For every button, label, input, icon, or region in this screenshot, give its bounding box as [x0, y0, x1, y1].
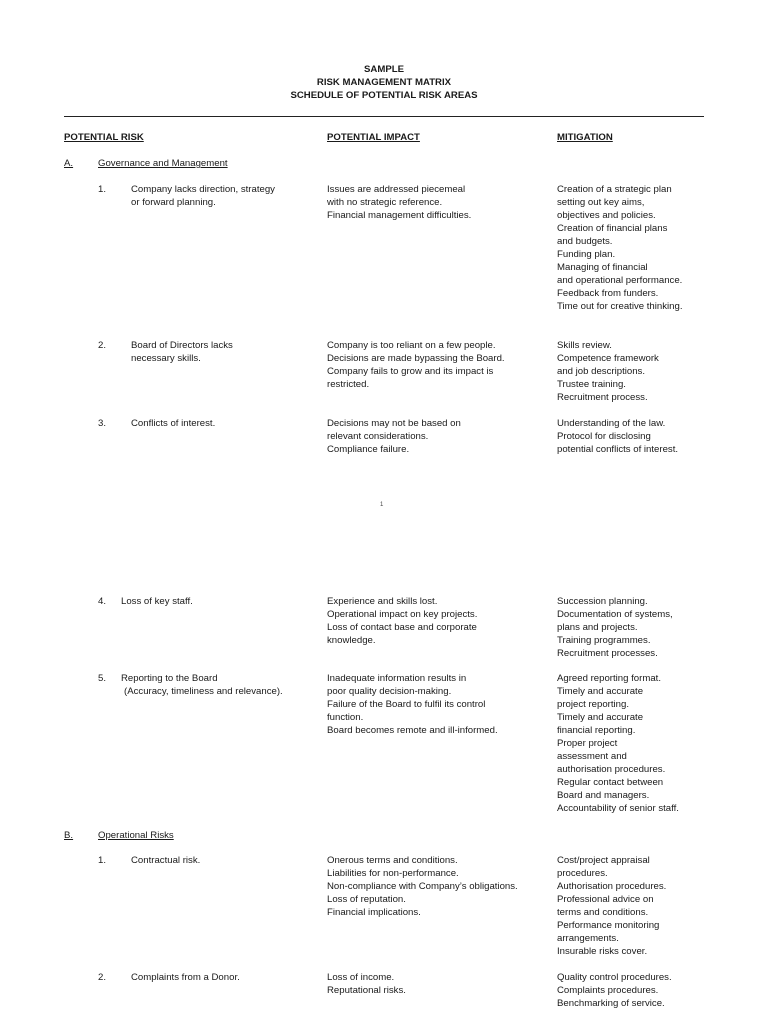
- impact-line: Inadequate information results in: [327, 673, 467, 684]
- doc-title-sample: SAMPLE: [364, 64, 404, 75]
- mitigation-line: Benchmarking of service.: [557, 998, 665, 1009]
- impact-line: Company is too reliant on a few people.: [327, 340, 496, 351]
- page-number: 1: [380, 502, 384, 508]
- risk-line: Complaints from a Donor.: [131, 972, 240, 983]
- column-header-impact: POTENTIAL IMPACT: [327, 132, 420, 143]
- section-title: Governance and Management: [98, 158, 228, 169]
- doc-title-schedule: SCHEDULE OF POTENTIAL RISK AREAS: [290, 90, 478, 101]
- header-divider: [64, 116, 704, 117]
- mitigation-line: authorisation procedures.: [557, 764, 666, 775]
- impact-cell: [327, 971, 406, 997]
- mitigation-line: financial reporting.: [557, 725, 636, 736]
- impact-line: Failure of the Board to fulfil its control: [327, 699, 486, 710]
- mitigation-line: procedures.: [557, 868, 608, 879]
- impact-line: Board becomes remote and ill-informed.: [327, 725, 498, 736]
- section-letter: A.: [64, 158, 74, 169]
- mitigation-line: project reporting.: [557, 699, 629, 710]
- risk-line: Conflicts of interest.: [131, 418, 216, 429]
- mitigation-line: Professional advice on: [557, 894, 654, 905]
- mitigation-line: Creation of a strategic plan: [557, 184, 672, 195]
- mitigation-line: Cost/project appraisal: [557, 855, 650, 866]
- mitigation-line: Performance monitoring: [557, 920, 660, 931]
- mitigation-line: plans and projects.: [557, 622, 638, 633]
- risk-cell: [131, 971, 240, 984]
- mitigation-line: Competence framework: [557, 353, 659, 364]
- mitigation-line: Skills review.: [557, 340, 612, 351]
- impact-line: Compliance failure.: [327, 444, 410, 455]
- impact-line: Onerous terms and conditions.: [327, 855, 458, 866]
- item-number: 5.: [98, 673, 107, 684]
- mitigation-line: objectives and policies.: [557, 210, 656, 221]
- mitigation-line: Recruitment processes.: [557, 648, 658, 659]
- mitigation-line: Agreed reporting format.: [557, 673, 661, 684]
- mitigation-cell: [557, 339, 659, 404]
- impact-line: Company fails to grow and its impact is: [327, 366, 494, 377]
- risk-cell: [131, 339, 233, 365]
- impact-line: Non-compliance with Company’s obligations.: [327, 881, 518, 892]
- risk-cell: [131, 854, 200, 867]
- impact-cell: [327, 183, 471, 222]
- mitigation-line: and budgets.: [557, 236, 613, 247]
- mitigation-cell: [557, 854, 666, 958]
- impact-line: Loss of contact base and corporate: [327, 622, 477, 633]
- doc-title-matrix: RISK MANAGEMENT MATRIX: [316, 77, 452, 88]
- mitigation-cell: [557, 672, 679, 815]
- impact-line: Operational impact on key projects.: [327, 609, 478, 620]
- impact-line: Loss of income.: [327, 972, 395, 983]
- mitigation-line: Succession planning.: [557, 596, 648, 607]
- risk-line: Board of Directors lacks: [131, 340, 233, 351]
- mitigation-line: Creation of financial plans: [557, 223, 668, 234]
- mitigation-cell: [557, 183, 682, 313]
- impact-line: Liabilities for non-performance.: [327, 868, 459, 879]
- mitigation-line: arrangements.: [557, 933, 619, 944]
- risk-cell: [121, 595, 193, 608]
- risk-line: Loss of key staff.: [121, 596, 193, 607]
- impact-line: function.: [327, 712, 364, 723]
- item-number: 3.: [98, 418, 107, 429]
- impact-line: Experience and skills lost.: [327, 596, 438, 607]
- mitigation-line: Trustee training.: [557, 379, 626, 390]
- mitigation-line: Protocol for disclosing: [557, 431, 651, 442]
- mitigation-line: Training programmes.: [557, 635, 651, 646]
- mitigation-line: Managing of financial: [557, 262, 648, 273]
- impact-line: knowledge.: [327, 635, 376, 646]
- mitigation-line: Feedback from funders.: [557, 288, 659, 299]
- mitigation-line: Regular contact between: [557, 777, 664, 788]
- impact-cell: [327, 339, 505, 391]
- risk-line: (Accuracy, timeliness and relevance).: [124, 686, 283, 697]
- impact-line: Reputational risks.: [327, 985, 406, 996]
- impact-line: with no strategic reference.: [327, 197, 443, 208]
- mitigation-line: Documentation of systems,: [557, 609, 673, 620]
- mitigation-line: and operational performance.: [557, 275, 683, 286]
- impact-cell: [327, 417, 461, 456]
- impact-line: Decisions are made bypassing the Board.: [327, 353, 505, 364]
- risk-line: Company lacks direction, strategy: [131, 184, 275, 195]
- section-title: Operational Risks: [98, 830, 174, 841]
- item-number: 2.: [98, 972, 107, 983]
- mitigation-line: Complaints procedures.: [557, 985, 659, 996]
- impact-cell: [327, 854, 518, 919]
- impact-line: Decisions may not be based on: [327, 418, 461, 429]
- mitigation-line: and job descriptions.: [557, 366, 645, 377]
- impact-line: restricted.: [327, 379, 370, 390]
- mitigation-cell: [557, 417, 678, 456]
- column-header-risk: POTENTIAL RISK: [64, 132, 144, 143]
- impact-line: Financial implications.: [327, 907, 421, 918]
- item-number: 4.: [98, 596, 107, 607]
- item-number: 1.: [98, 184, 107, 195]
- risk-cell: [131, 417, 215, 430]
- impact-line: relevant considerations.: [327, 431, 429, 442]
- mitigation-line: Authorisation procedures.: [557, 881, 667, 892]
- mitigation-line: Accountability of senior staff.: [557, 803, 679, 814]
- risk-line: Contractual risk.: [131, 855, 201, 866]
- mitigation-line: Proper project: [557, 738, 618, 749]
- impact-line: Issues are addressed piecemeal: [327, 184, 466, 195]
- mitigation-line: assessment and: [557, 751, 627, 762]
- risk-cell: [121, 672, 283, 698]
- mitigation-line: Recruitment process.: [557, 392, 648, 403]
- risk-line: Reporting to the Board: [121, 673, 218, 684]
- mitigation-line: terms and conditions.: [557, 907, 649, 918]
- risk-line: necessary skills.: [131, 353, 201, 364]
- mitigation-line: Funding plan.: [557, 249, 616, 260]
- mitigation-line: setting out key aims,: [557, 197, 645, 208]
- mitigation-line: Timely and accurate: [557, 686, 644, 697]
- impact-line: Financial management difficulties.: [327, 210, 472, 221]
- mitigation-line: Insurable risks cover.: [557, 946, 648, 957]
- mitigation-cell: [557, 971, 672, 1010]
- mitigation-line: Quality control procedures.: [557, 972, 672, 983]
- risk-line: or forward planning.: [131, 197, 216, 208]
- mitigation-line: Time out for creative thinking.: [557, 301, 683, 312]
- section-letter: B.: [64, 830, 74, 841]
- impact-line: Loss of reputation.: [327, 894, 406, 905]
- risk-cell: [131, 183, 275, 209]
- impact-cell: [327, 595, 477, 647]
- mitigation-line: potential conflicts of interest.: [557, 444, 679, 455]
- item-number: 2.: [98, 340, 107, 351]
- impact-cell: [327, 672, 498, 737]
- column-header-mitigation: MITIGATION: [557, 132, 613, 143]
- mitigation-line: Board and managers.: [557, 790, 650, 801]
- item-number: 1.: [98, 855, 107, 866]
- mitigation-cell: [557, 595, 673, 660]
- impact-line: poor quality decision-making.: [327, 686, 452, 697]
- mitigation-line: Understanding of the law.: [557, 418, 666, 429]
- mitigation-line: Timely and accurate: [557, 712, 644, 723]
